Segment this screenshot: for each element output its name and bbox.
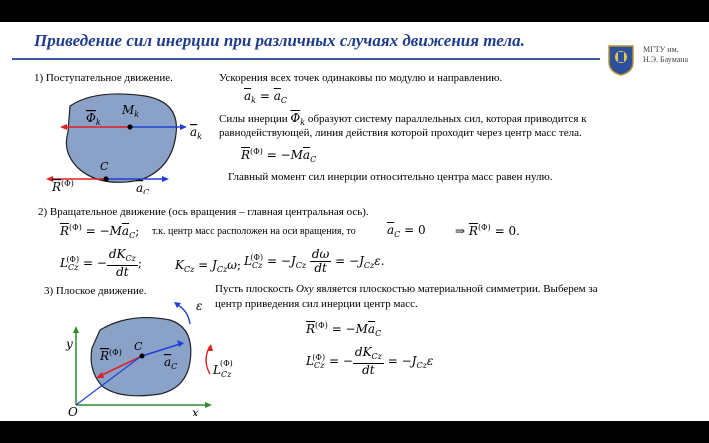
phi-k-symbol: $\overline{\Phi}_k$ bbox=[290, 111, 306, 127]
section3-heading: 3) Плоское движение. bbox=[44, 285, 147, 297]
org-line-2: Н.Э. Баумана bbox=[643, 55, 689, 64]
label-a-c: $a_C$ bbox=[136, 181, 150, 194]
label-r-phi: $R^{(\Phi)}$ bbox=[52, 179, 74, 194]
section3-text1 bbox=[215, 283, 598, 296]
label-x: x bbox=[192, 406, 199, 416]
formula-k-cz: $K_{Cz} = J_{Cz}\omega$; bbox=[175, 258, 242, 274]
label-a-k: $a_k$ bbox=[190, 125, 203, 141]
formula-r-rotation: $\overline{R}^{(\Phi)} = -M\overline{a}_C$; bbox=[60, 223, 140, 240]
label-c-plane: C bbox=[134, 340, 143, 353]
formula-r-eq-m-ac: $\overline{R}^{(\Phi)} = -M\overline{a}_C$ bbox=[241, 147, 317, 164]
formula-l-cz-angular: $L_{Cz}^{(\Phi)} = -J_{Cz}$ $\frac{d\omega}{dt}$ = $-J_{Cz}\varepsilon$. bbox=[244, 247, 385, 275]
x-axis-arrowhead bbox=[205, 402, 212, 408]
title-underline bbox=[12, 58, 600, 60]
label-a-c-plane: $a_C$ bbox=[164, 355, 178, 371]
formula-r-plane: $\overline{R}^{(\Phi)} = -M\overline{a}_C$ bbox=[306, 321, 382, 338]
slide-title: Приведение сил инерции при различных случаях движения тела. bbox=[34, 31, 525, 50]
moment-arrowhead bbox=[207, 344, 213, 351]
arrowhead-blue-1 bbox=[180, 124, 187, 130]
label-m-k: $M_k$ bbox=[122, 103, 140, 119]
formula-l-cz-derivative: $L_{Cz}^{(\Phi)}$ = − $dK_{Cz}$ dt ; bbox=[60, 247, 142, 279]
section2-heading: 2) Вращательное движение (ось вращения – главная центральная ось). bbox=[38, 206, 369, 218]
translation-diagram bbox=[40, 84, 215, 194]
formula-l-cz-plane: $L_{Cz}^{(\Phi)}$ = − $dK_{Cz}$ dt = $-J_{Cz}\varepsilon$ bbox=[306, 345, 434, 377]
oxy-plane-symbol: Oxy bbox=[295, 283, 314, 295]
point-c bbox=[103, 176, 108, 181]
text2-part-a: Силы инерции bbox=[219, 113, 288, 125]
university-crest-icon bbox=[605, 42, 637, 76]
point-m-k bbox=[127, 124, 132, 129]
implies-arrow: ⇒ bbox=[455, 224, 466, 238]
label-l-cz-plane: $L_{Cz}$ bbox=[213, 363, 232, 379]
formula-ak-eq-ac: $\overline{a}_k = \overline{a}_C$ bbox=[244, 89, 288, 105]
section2-note: т.к. центр масс расположен на оси вращения, то bbox=[152, 226, 356, 237]
org-line-1: МГТУ им. bbox=[643, 45, 679, 54]
label-o: O bbox=[68, 405, 78, 416]
text1-part-a: Пусть плоскость bbox=[215, 283, 294, 295]
formula-r-zero: ⇒ $\overline{R}^{(\Phi)} = 0$. bbox=[455, 223, 520, 238]
arrowhead-red-1 bbox=[60, 124, 67, 130]
section3-text2: центр приведения сил инерции центр масс. bbox=[215, 298, 418, 310]
arrowhead-blue-2 bbox=[162, 176, 169, 182]
section1-heading: 1) Поступательное движение. bbox=[34, 72, 173, 84]
label-phi-k: $\Phi_k$ bbox=[86, 111, 101, 127]
label-l-phi-superscript: (Φ) bbox=[220, 359, 233, 368]
plane-motion-diagram bbox=[60, 290, 240, 416]
label-epsilon: ε bbox=[196, 299, 203, 313]
label-r-phi-plane: $R^{(\Phi)}$ bbox=[100, 348, 122, 363]
label-c: C bbox=[100, 160, 109, 173]
section1-text2c: равнодействующей, линия действия которой проходит через центр масс тела. bbox=[219, 127, 582, 139]
text1-part-b: является плоскостью материальной симметрии. Выберем за bbox=[316, 283, 598, 295]
y-axis-arrowhead bbox=[73, 326, 79, 333]
section1-text1: Ускорения всех точек одинаковы по модулю и направлению. bbox=[219, 72, 503, 84]
formula-ac-zero: $\overline{a}_C = 0$ bbox=[387, 223, 426, 239]
slide bbox=[0, 22, 709, 421]
epsilon-arc bbox=[176, 304, 190, 324]
label-y: y bbox=[66, 337, 73, 351]
organization-label bbox=[643, 45, 688, 65]
section1-text3: Главный момент сил инерции относительно центра масс равен нулю. bbox=[228, 171, 553, 183]
text2-part-b: образуют систему параллельных сил, которая приводится к bbox=[307, 113, 587, 125]
point-c-plane bbox=[140, 354, 145, 359]
